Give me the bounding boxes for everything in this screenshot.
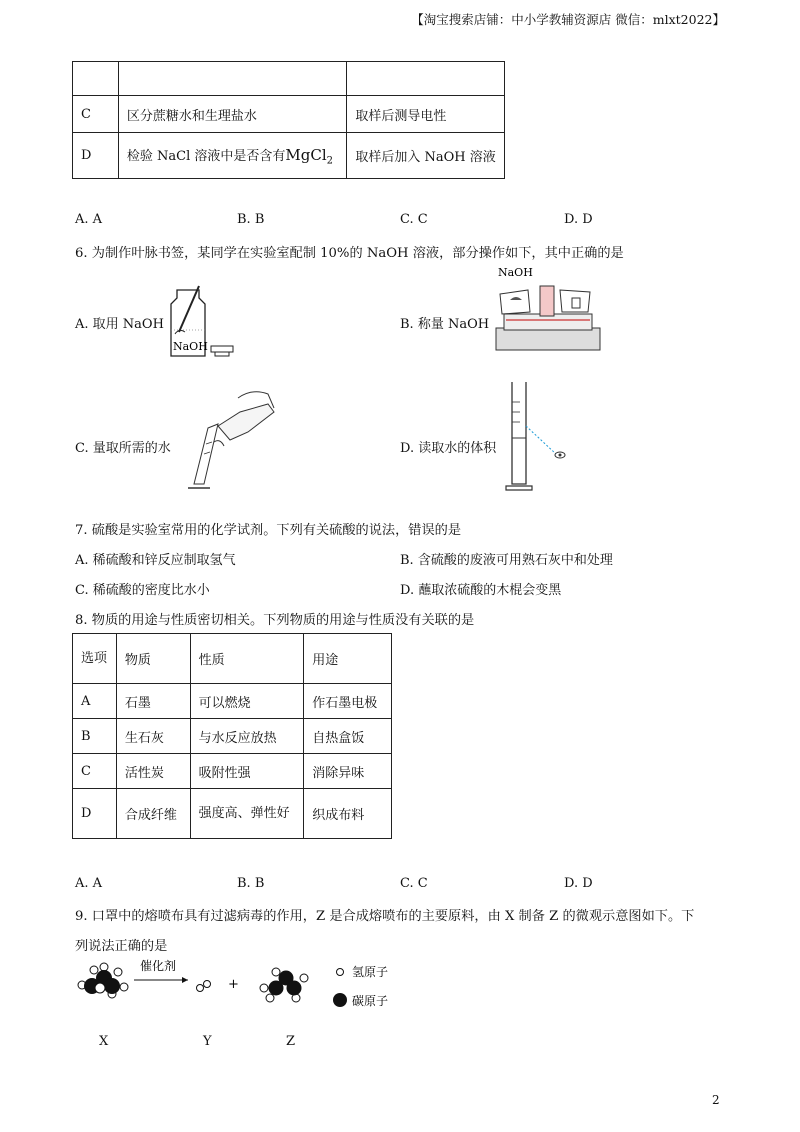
table-row <box>73 684 392 719</box>
table-header-cell: 选项 <box>73 634 117 684</box>
q6-option-c: C. 量取所需的水 <box>75 441 171 456</box>
table-row <box>73 754 392 789</box>
table-row <box>73 133 505 179</box>
q6-option-d: D. 读取水的体积 <box>400 441 497 456</box>
balance-illustration <box>488 262 608 362</box>
table-header-cell: 物质 <box>116 634 190 684</box>
table-cell: 取样后测导电性 <box>347 96 505 133</box>
q9-stem-line1: 9. 口罩中的熔喷布具有过滤病毒的作用，Z 是合成熔喷布的主要原料，由 X 制备 Z 的微观示意图如下。下 <box>75 909 695 924</box>
table-cell: 作石墨电极 <box>304 684 392 719</box>
table-cell: 合成纤维 <box>116 789 190 839</box>
q5-answer-a: A. A <box>75 212 103 227</box>
arrowhead-icon <box>182 977 188 983</box>
table-cell: 吸附性强 <box>190 754 304 789</box>
table-cell: 自热盒饭 <box>304 719 392 754</box>
q5-answer-d: D. D <box>564 212 593 227</box>
table-cell: 取样后加入 NaOH 溶液 <box>347 133 505 179</box>
table-header-cell: 性质 <box>190 634 304 684</box>
table-cell: 生石灰 <box>116 719 190 754</box>
table-cell: C <box>73 754 117 789</box>
table-cell <box>347 62 505 96</box>
table-cell <box>118 133 346 179</box>
q8-stem: 8. 物质的用途与性质密切相关。下列物质的用途与性质没有关联的是 <box>75 613 475 628</box>
table-row <box>73 96 505 133</box>
q7-option-b: B. 含硫酸的废液可用熟石灰中和处理 <box>400 553 613 568</box>
table-cell: A <box>73 684 117 719</box>
formula-mgcl: MgCl <box>285 145 327 164</box>
header-banner: 【淘宝搜索店铺：中小学教辅资源店 微信：mlxt2022】 <box>411 12 725 27</box>
q8-table <box>72 633 392 839</box>
plus-sign: + <box>228 977 239 992</box>
formula-subscript: 2 <box>326 155 334 167</box>
q6-option-a: A. 取用 NaOH <box>75 317 164 332</box>
page-number: 2 <box>712 1093 720 1107</box>
table-cell <box>73 62 119 96</box>
table-cell: 与水反应放热 <box>190 719 304 754</box>
q6-stem: 6. 为制作叶脉书签，某同学在实验室配制 10%的 NaOH 溶液，部分操作如下，其中正确的是 <box>75 246 624 261</box>
table-cell: B <box>73 719 117 754</box>
legend-hydrogen: 氢原子 <box>352 965 389 979</box>
table-cell: 可以燃烧 <box>190 684 304 719</box>
table-cell: D <box>73 789 117 839</box>
molecule-y <box>197 981 211 992</box>
hydrogen-legend-icon <box>337 969 344 976</box>
q7-option-c: C. 稀硫酸的密度比水小 <box>75 583 210 598</box>
balance-label: NaOH <box>498 266 533 279</box>
table-header-row <box>73 634 392 684</box>
q5-table <box>72 61 505 179</box>
cylinder-reading-illustration <box>500 378 570 496</box>
table-cell: 织成布料 <box>304 789 392 839</box>
molecule-x <box>78 963 128 998</box>
carbon-legend-icon <box>333 993 347 1007</box>
table-row <box>73 719 392 754</box>
q7-option-d: D. 蘸取浓硫酸的木棍会变黑 <box>400 583 562 598</box>
table-cell: 活性炭 <box>116 754 190 789</box>
table-cell: 石墨 <box>116 684 190 719</box>
q8-answer-b: B. B <box>237 876 265 891</box>
reaction-diagram <box>70 958 430 1024</box>
q8-answer-c: C. C <box>400 876 428 891</box>
legend-carbon: 碳原子 <box>352 994 389 1008</box>
table-cell: 强度高、弹性好 <box>190 789 304 839</box>
q7-stem: 7. 硫酸是实验室常用的化学试剂。下列有关硫酸的说法，错误的是 <box>75 523 462 538</box>
table-cell <box>118 62 346 96</box>
purpose-text: 检验 NaCl 溶液中是否含有 <box>126 148 286 164</box>
table-row <box>73 62 505 96</box>
q5-answer-c: C. C <box>400 212 428 227</box>
q5-answer-b: B. B <box>237 212 265 227</box>
label-x: X <box>99 1034 109 1049</box>
bottle-label: NaOH <box>173 340 208 353</box>
label-y: Y <box>203 1034 212 1049</box>
table-row <box>73 789 392 839</box>
q9-stem-line2: 列说法正确的是 <box>75 939 168 954</box>
q8-answer-a: A. A <box>75 876 103 891</box>
q8-answer-d: D. D <box>564 876 593 891</box>
pouring-illustration <box>178 384 278 496</box>
table-cell: 区分蔗糖水和生理盐水 <box>118 96 346 133</box>
table-header-cell: 用途 <box>304 634 392 684</box>
catalyst-label: 催化剂 <box>140 959 177 973</box>
table-cell: C <box>73 96 119 133</box>
bottle-illustration <box>163 284 243 359</box>
q7-option-a: A. 稀硫酸和锌反应制取氢气 <box>75 553 236 568</box>
molecule-z <box>260 968 308 1002</box>
q6-option-b: B. 称量 NaOH <box>400 317 490 332</box>
label-z: Z <box>286 1034 296 1049</box>
table-cell: D <box>73 133 119 179</box>
table-cell: 消除异味 <box>304 754 392 789</box>
